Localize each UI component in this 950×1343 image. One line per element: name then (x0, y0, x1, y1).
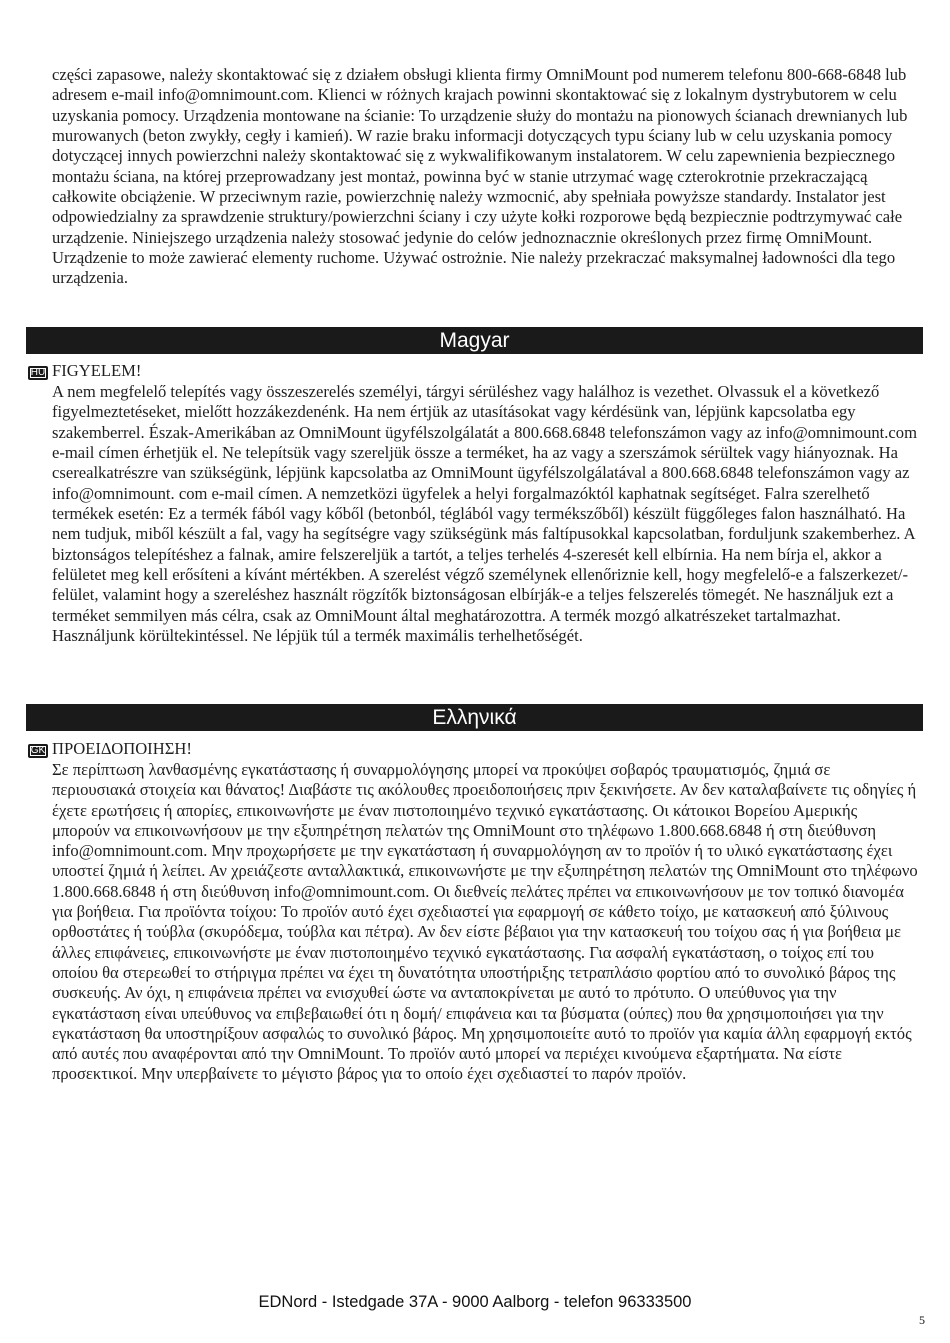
hu-warning-label: FIGYELEM! (52, 361, 142, 380)
hu-warning-row (28, 361, 141, 381)
gk-language-badge: GK (28, 744, 48, 758)
magyar-section-header: Magyar (26, 327, 923, 354)
hu-paragraph: A nem megfelelő telepítés vagy összeszerelés személyi, tárgyi sérüléshez vagy halálhoz is vezethet. Olvassuk el a következő figyelmeztetéseket, mielőtt hozzákezdenénk. Ha nem értjük az utasításokat vagy kérdésünk van, lépjünk kapcsolatba egy szakemberrel. Észak-Amerikában az OmniMount ügyfélszolgálatát a 800.668.6848 telefonszámon vagy az info@omnimount.com e-mail címen érhetjük el. Ne telepítsük vagy szereljük össze a terméket, ha az vagy a szerszámok sérültek vagy hiányoznak. Ha cserealkatrészre van szükségünk, lépjünk kapcsolatba az OmniMount ügyfélszolgálatával a 800.668.6848 telefonszámon vagy az info@omnimount. com e-mail címen. A nemzetközi ügyfelek a helyi forgalmazóktól kaphatnak segítséget. Falra szerelhető termékek esetén: Ez a termék fából vagy kőből (betonból, téglából vagy termékszőből) készült függőleges falon használható. Ha nem tudjuk, miből készült a fal, vagy ha segítségre vagy szükségünk más faltípusokkal kapcsolatban, forduljunk szakemberhez. A biztonságos telepítéshez a falnak, amire felszereljük a tartót, a teljes terhelés 4-szeresét kell elbírnia. Ha nem bírja el, akkor a felületet meg kell erősíteni a kívánt mértékben. A szerelést végző személynek ellenőriznie kell, hogy megfelelő-e a falszerkezet/-felület, valamint hogy a szereléshez használt rögzítők biztonságosan elbírják-e a teljes felszerelés tömegét. Ne használjuk ezt a terméket semmilyen más célra, csak az OmniMount által meghatározottra. A termék mozgó alkatrészeket tartalmazhat. Használjunk körültekintéssel. Ne lépjük túl a termék maximális terhelhetőségét. (52, 382, 917, 646)
polish-paragraph: części zapasowe, należy skontaktować się z działem obsługi klienta firmy OmniMount pod numerem telefonu 800-668-6848 lub adresem e-mail info@omnimount.com. Klienci w różnych krajach powinni skontaktować się z lokalnym dystrybutorem w celu uzyskania pomocy. Urządzenia montowane na ścianie: To urządzenie służy do montażu na pionowych ścianach drewnianych lub murowanych (beton zwykły, cegły i kamień). W razie braku informacji dotyczących typu ściany lub w celu uzyskania pomocy dotyczącej innych powierzchni należy skontaktować się z wykwalifikowanym instalatorem. W celu zapewnienia bezpiecznego montażu ściana, na której przeprowadzany jest montaż, powinna być w stanie utrzymać wagę czterokrotnie przekraczającą całkowite obciążenie. W przeciwnym razie, powierzchnię należy wzmocnić, aby spełniała powyższe standardy. Instalator jest odpowiedzialny za sprawdzenie struktury/powierzchni ściany i czy użyte kołki rozporowe będą bezpiecznie podtrzymywać całe urządzenie. Niniejszego urządzenia należy stosować jedynie do celów jednoznacznie określonych przez firmę OmniMount. Urządzenie to może zawierać elementy ruchome. Używać ostrożnie. Nie należy przekraczać maksymalnej ładowności dla tego urządzenia. (52, 65, 908, 288)
hu-language-badge: HU (28, 366, 48, 380)
gk-warning-row (28, 739, 192, 759)
greek-section-header: Ελληνικά (26, 704, 923, 731)
gk-paragraph: Σε περίπτωση λανθασμένης εγκατάστασης ή συναρμολόγησης μπορεί να προκύψει σοβαρός τραυματισμός, ζημιά σε περιουσιακά στοιχεία και θάνατος! Διαβάστε τις ακόλουθες προειδοποιήσεις πριν ξεκινήσετε. Αν δεν καταλαβαίνετε τις οδηγίες ή έχετε ερωτήσεις ή απορίες, επικοινωνήστε με έναν πιστοποιημένο τεχνικό εγκατάστασης. Οι κάτοικοι Βορείου Αμερικής μπορούν να επικοινωνήσουν με την εξυπηρέτηση πελατών της OmniMount στο τηλέφωνο 1.800.668.6848 ή στη διεύθυνση info@omnimount.com. Μην προχωρήσετε με την εγκατάσταση ή συναρμολόγηση αν το προϊόν ή το υλικό εγκατάστασης έχει υποστεί ζημιά ή λείπει. Αν χρειάζεστε ανταλλακτικά, επικοινωνήστε με την εξυπηρέτηση πελατών της OmniMount στο τηλέφωνο 1.800.668.6848 ή στη διεύθυνση info@omnimount.com. Οι διεθνείς πελάτες πρέπει να επικοινωνήσουν με τον τοπικό διανομέα για βοήθεια. Για προϊόντα τοίχου: Το προϊόν αυτό έχει σχεδιαστεί για εφαρμογή σε κάθετο τοίχο, με κατασκευή από ξύλινους ορθοστάτες ή τούβλα (σκυρόδεμα, τούβλα και πέτρα). Αν δεν είστε βέβαιοι για την κατασκευή του τοίχου σας ή για βοήθεια με άλλες επιφάνειες, επικοινωνήστε με έναν πιστοποιημένο τεχνικό εγκατάστασης. Για ασφαλή εγκατάσταση, ο τοίχος επί του οποίου θα στερεωθεί το στήριγμα πρέπει να έχει τη δυνατότητα υποστήριξης τετραπλάσιο φορτίου από το συνολικό βάρος της συσκευής. Αν όχι, η επιφάνεια πρέπει να ενισχυθεί ώστε να ανταποκρίνεται με αυτό το πρότυπο. Ο υπεύθυνος για την εγκατάσταση είναι υπεύθυνος να επιβεβαιωθεί ότι η δομή/ επιφάνεια και τα βύσματα (ούπες) που θα χρησιμοποιήσει για την εγκατάσταση θα υποστηρίξουν ασφαλώς το συνολικό βάρος. Μη χρησιμοποιείτε αυτό το προϊόν για καμία άλλη εφαρμογή εκτός από αυτές που αναφέρονται από την OmniMount. Το προϊόν αυτό μπορεί να περιέχει κινούμενα εξαρτήματα. Να είστε προσεκτικοί. Μην υπερβαίνετε το μέγιστο βάρος για το οποίο έχει σχεδιαστεί το παρόν προϊόν. (52, 760, 918, 1084)
gk-warning-label: ΠΡΟΕΙΔΟΠΟΙΗΣΗ! (52, 739, 192, 758)
page-number: 5 (919, 1313, 925, 1327)
footer-address: EDNord - Istedgade 37A - 9000 Aalborg - telefon 96333500 (258, 1293, 692, 1311)
